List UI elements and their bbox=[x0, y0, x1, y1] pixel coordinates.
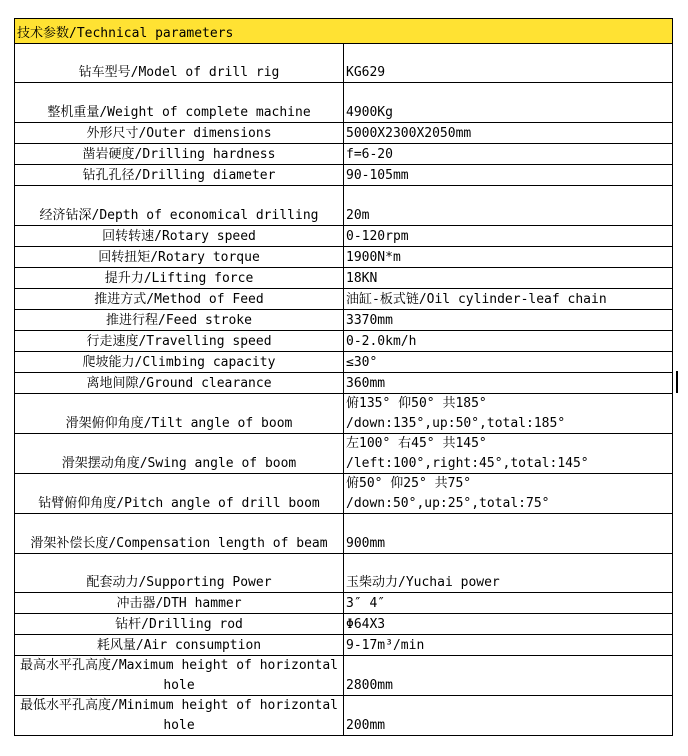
parameter-value: 玉柴动力/Yuchai power bbox=[344, 554, 673, 593]
parameter-label: 凿岩硬度/Drilling hardness bbox=[15, 144, 344, 165]
parameter-value: 900mm bbox=[344, 514, 673, 554]
table-row bbox=[15, 696, 673, 736]
table-row bbox=[15, 186, 673, 226]
parameter-value: ≤30° bbox=[344, 352, 673, 373]
table-row bbox=[15, 268, 673, 289]
parameter-value: 360mm bbox=[344, 373, 673, 394]
technical-parameters-table bbox=[14, 18, 673, 736]
table-row bbox=[15, 226, 673, 247]
parameter-value: 20m bbox=[344, 186, 673, 226]
table-row bbox=[15, 514, 673, 554]
parameter-value: 1900N*m bbox=[344, 247, 673, 268]
table-row bbox=[15, 614, 673, 635]
table-row bbox=[15, 434, 673, 474]
table-row bbox=[15, 593, 673, 614]
table-row bbox=[15, 289, 673, 310]
parameter-label: 最高水平孔高度/Maximum height of horizontal hole bbox=[15, 656, 344, 696]
parameter-label: 冲击器/DTH hammer bbox=[15, 593, 344, 614]
parameter-label: 滑架补偿长度/Compensation length of beam bbox=[15, 514, 344, 554]
parameter-label: 钻车型号/Model of drill rig bbox=[15, 44, 344, 83]
parameter-label: 回转转速/Rotary speed bbox=[15, 226, 344, 247]
table-body bbox=[15, 19, 673, 736]
parameter-value: Φ64X3 bbox=[344, 614, 673, 635]
parameter-value: 0-120rpm bbox=[344, 226, 673, 247]
parameter-label: 推进行程/Feed stroke bbox=[15, 310, 344, 331]
parameter-value: 3″ 4″ bbox=[344, 593, 673, 614]
parameter-value: 俯135° 仰50° 共185° /down:135°,up:50°,total:185° bbox=[344, 394, 673, 434]
parameter-value: 油缸-板式链/Oil cylinder-leaf chain bbox=[344, 289, 673, 310]
table-row bbox=[15, 656, 673, 696]
parameter-value: 俯50° 仰25° 共75° /down:50°,up:25°,total:75° bbox=[344, 474, 673, 514]
table-header-row bbox=[15, 19, 673, 44]
parameter-label: 提升力/Lifting force bbox=[15, 268, 344, 289]
parameter-label: 最低水平孔高度/Minimum height of horizontal hole bbox=[15, 696, 344, 736]
parameter-label: 滑架摆动角度/Swing angle of boom bbox=[15, 434, 344, 474]
parameter-value: 4900Kg bbox=[344, 83, 673, 123]
table-row bbox=[15, 123, 673, 144]
parameter-label: 滑架俯仰角度/Tilt angle of boom bbox=[15, 394, 344, 434]
table-row bbox=[15, 331, 673, 352]
table-row bbox=[15, 554, 673, 593]
parameter-value: KG629 bbox=[344, 44, 673, 83]
parameter-value: 0-2.0km/h bbox=[344, 331, 673, 352]
parameter-label: 钻杆/Drilling rod bbox=[15, 614, 344, 635]
parameter-label: 钻孔孔径/Drilling diameter bbox=[15, 165, 344, 186]
table-row bbox=[15, 165, 673, 186]
table-row bbox=[15, 83, 673, 123]
parameter-label: 整机重量/Weight of complete machine bbox=[15, 83, 344, 123]
table-row bbox=[15, 44, 673, 83]
parameter-label: 回转扭矩/Rotary torque bbox=[15, 247, 344, 268]
parameter-value: 5000X2300X2050mm bbox=[344, 123, 673, 144]
parameter-value: 3370mm bbox=[344, 310, 673, 331]
table-row bbox=[15, 144, 673, 165]
parameter-label: 经济钻深/Depth of economical drilling bbox=[15, 186, 344, 226]
table-row bbox=[15, 474, 673, 514]
parameter-label: 行走速度/Travelling speed bbox=[15, 331, 344, 352]
parameter-value: 2800mm bbox=[344, 656, 673, 696]
parameter-label: 爬坡能力/Climbing capacity bbox=[15, 352, 344, 373]
table-title: 技术参数/Technical parameters bbox=[15, 19, 673, 44]
table-row bbox=[15, 247, 673, 268]
parameter-label: 配套动力/Supporting Power bbox=[15, 554, 344, 593]
parameter-label: 外形尺寸/Outer dimensions bbox=[15, 123, 344, 144]
table-row bbox=[15, 373, 673, 394]
table-row bbox=[15, 310, 673, 331]
parameter-label: 耗风量/Air consumption bbox=[15, 635, 344, 656]
parameter-label: 推进方式/Method of Feed bbox=[15, 289, 344, 310]
parameter-value: f=6-20 bbox=[344, 144, 673, 165]
parameter-label: 离地间隙/Ground clearance bbox=[15, 373, 344, 394]
parameter-value: 18KN bbox=[344, 268, 673, 289]
parameter-value: 200mm bbox=[344, 696, 673, 736]
parameter-label: 钻臂俯仰角度/Pitch angle of drill boom bbox=[15, 474, 344, 514]
table-row bbox=[15, 394, 673, 434]
table-row bbox=[15, 635, 673, 656]
table-row bbox=[15, 352, 673, 373]
parameter-value: 90-105mm bbox=[344, 165, 673, 186]
text-cursor bbox=[676, 371, 678, 393]
parameter-value: 左100° 右45° 共145° /left:100°,right:45°,total:145° bbox=[344, 434, 673, 474]
parameter-value: 9-17m³/min bbox=[344, 635, 673, 656]
